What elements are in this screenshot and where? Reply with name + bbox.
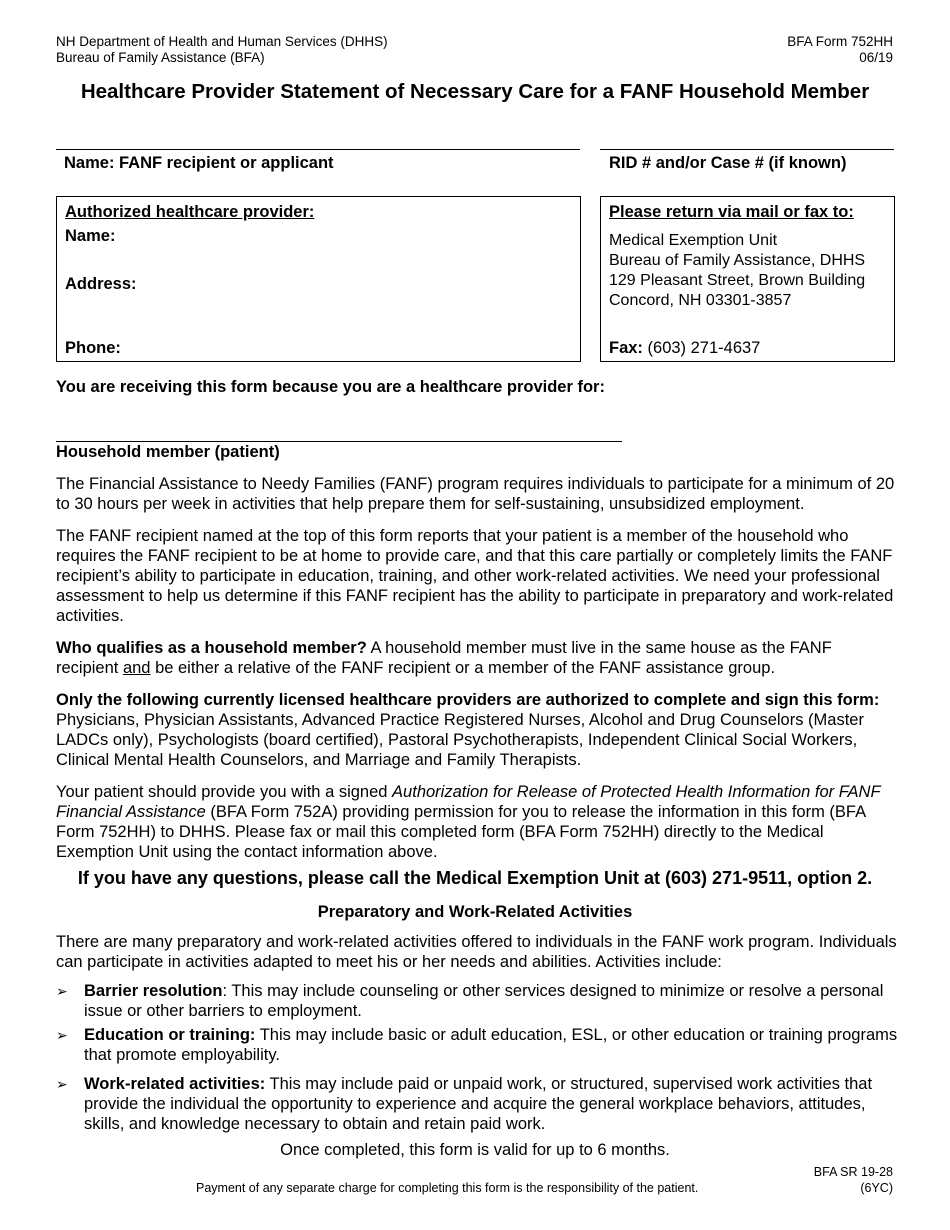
- fax-label: Fax:: [609, 339, 643, 357]
- activity-title: Barrier resolution: [84, 982, 223, 1000]
- provider-name-input[interactable]: [137, 223, 567, 249]
- paragraph-authorization: [56, 782, 898, 862]
- provider-phone-input[interactable]: [137, 335, 567, 359]
- activities-heading: Preparatory and Work-Related Activities: [317, 903, 633, 921]
- fax-number: (603) 271-4637: [642, 339, 761, 357]
- validity-note: Once completed, this form is valid for up to 6 months.: [280, 1141, 670, 1159]
- return-address-line: Bureau of Family Assistance, DHHS: [609, 252, 866, 269]
- provider-heading: Authorized healthcare provider:: [65, 203, 315, 221]
- household-question: Who qualifies as a household member?: [56, 639, 367, 657]
- page-title: Healthcare Provider Statement of Necessary Care for a FANF Household Member: [80, 80, 870, 103]
- activity-text: This may include basic or adult education, ESL, or other education or training programs that promote employability.: [84, 1026, 898, 1064]
- department-name: NH Department of Health and Human Services (DHHS): [56, 34, 388, 49]
- rid-field[interactable]: [600, 149, 894, 150]
- return-heading: Please return via mail or fax to:: [609, 203, 854, 221]
- and-emphasis: and: [122, 659, 151, 677]
- fax-line: [609, 339, 760, 358]
- return-address: [609, 231, 865, 311]
- form-number: BFA Form 752HH: [787, 34, 893, 49]
- name-field-label: Name: FANF recipient or applicant: [64, 154, 334, 172]
- return-box: [600, 196, 895, 362]
- paragraph-household-member: [56, 638, 898, 678]
- return-address-line: Medical Exemption Unit: [609, 232, 778, 249]
- household-member-label: Household member (patient): [56, 443, 280, 461]
- provider-address-label: Address:: [65, 275, 137, 293]
- paragraph-authorized-providers: [56, 690, 898, 770]
- list-item: [56, 981, 898, 1021]
- activity-text: This may include paid or unpaid work, or structured, supervised work activities that provide the individual the opportunity to experience and acquire the general workplace behaviors, attitudes, skills, and knowledge necessary to obtain and retain paid work.: [84, 1075, 873, 1133]
- return-address-line: 129 Pleasant Street, Brown Building: [609, 272, 866, 289]
- activities-intro: There are many preparatory and work-related activities offered to individuals in the FANF work program. Individuals can participate in activities adapted to meet his or her needs and abilities. Activities include:: [56, 933, 897, 971]
- household-text: A household member must live in the same house as the FANF recipient: [56, 639, 832, 677]
- footer-codes: [814, 1164, 893, 1196]
- list-item: [56, 1025, 898, 1065]
- activity-text: : This may include counseling or other services designed to minimize or resolve a personal issue or other barriers to employment.: [84, 982, 884, 1020]
- payment-note: Payment of any separate charge for completing this form is the responsibility of the patient.: [196, 1181, 699, 1195]
- arrow-bullet-icon: ➢: [56, 983, 68, 999]
- authorization-text-end: (BFA Form 752A) providing permission for you to release the information in this form (BFA Form 752HH) to DHHS. Please fax or mail this completed form (BFA Form 752HH) directly to the Medical Exemption Unit using the contact information above.: [56, 803, 866, 861]
- form-date: 06/19: [859, 50, 893, 65]
- return-address-line: Concord, NH 03301-3857: [609, 292, 792, 309]
- body-text: [56, 474, 898, 862]
- list-item: [56, 1074, 898, 1134]
- rid-field-label: RID # and/or Case # (if known): [609, 154, 847, 172]
- name-field[interactable]: [56, 149, 580, 150]
- footer-code: (6YC): [860, 1181, 893, 1195]
- paragraph-recipient-report: The FANF recipient named at the top of this form reports that your patient is a member of the household who requires the FANF recipient to be at home to provide care, and that this care partially or completely limits the FANF recipient’s ability to participate in education, training, and other work-related activities. We need your professional assessment to help us determine if this FANF recipient has the ability to participate in preparatory and work-related activities.: [56, 527, 894, 625]
- arrow-bullet-icon: ➢: [56, 1027, 68, 1043]
- questions-line: If you have any questions, please call the Medical Exemption Unit at (603) 271-9511, option 2.: [77, 868, 873, 888]
- household-text-end: be either a relative of the FANF recipient or a member of the FANF assistance group.: [150, 659, 776, 677]
- form-id-block: [787, 34, 893, 66]
- household-member-field[interactable]: [56, 441, 622, 442]
- provider-address-input[interactable]: [147, 259, 567, 329]
- activities-list: [56, 981, 898, 1134]
- providers-list: Physicians, Physician Assistants, Advanced Practice Registered Nurses, Alcohol and Drug Counselors (Master LADCs only), Psychologists (board certified), Pastoral Psychotherapists, Independent Clinical Social Workers, Clinical Mental Health Counselors, and Marriage and Family Therapists.: [56, 711, 864, 769]
- bureau-name: Bureau of Family Assistance (BFA): [56, 50, 265, 65]
- authorization-text: Your patient should provide you with a signed: [56, 783, 393, 801]
- providers-heading: Only the following currently licensed healthcare providers are authorized to complete and sign this form:: [56, 691, 880, 709]
- paragraph-fanf-requirement: The Financial Assistance to Needy Families (FANF) program requires individuals to participate for a minimum of 20 to 30 hours per week in activities that help prepare them for self-sustaining, unsubsidized employment.: [56, 475, 895, 513]
- footer-code: BFA SR 19-28: [813, 1165, 893, 1179]
- authorization-form-title: Authorization for Release of Protected Health Information for FANF Financial Assistance: [56, 783, 881, 821]
- provider-name-label: Name:: [65, 227, 116, 245]
- activity-title: Education or training:: [84, 1026, 256, 1044]
- activity-title: Work-related activities:: [84, 1075, 266, 1093]
- provider-box: [56, 196, 581, 362]
- arrow-bullet-icon: ➢: [56, 1076, 68, 1092]
- agency-header: [56, 34, 388, 66]
- provider-phone-label: Phone:: [65, 339, 121, 357]
- receiving-statement: You are receiving this form because you are a healthcare provider for:: [56, 378, 605, 396]
